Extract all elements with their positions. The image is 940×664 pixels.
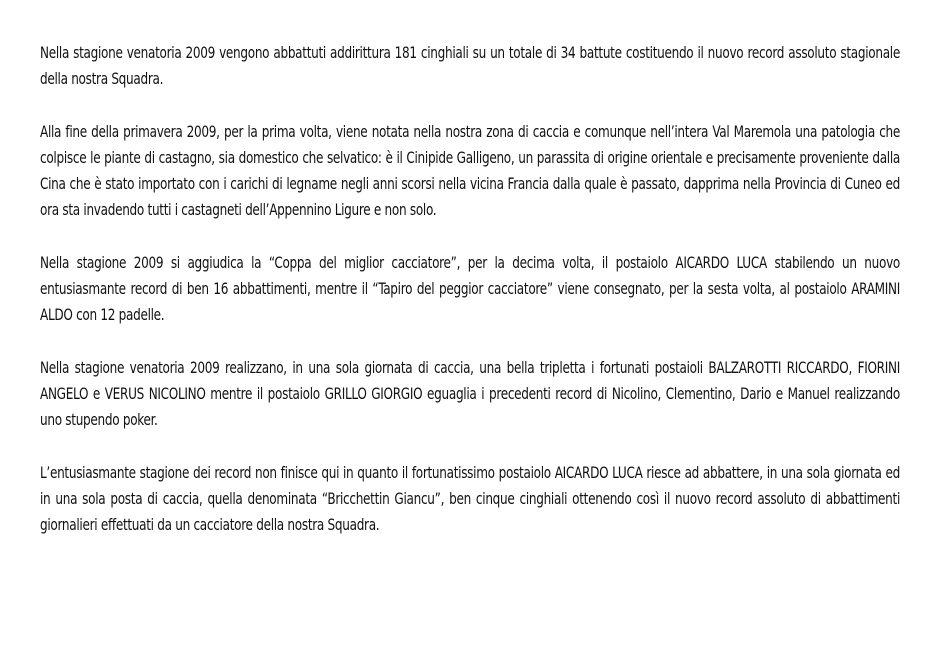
paragraph-cinipide-galligeno: Alla fine della primavera 2009, per la prima volta, viene notata nella nostra zona di caccia e comunque nell’intera Val Maremola una patologia che colpisce le piante di castagno, sia domestico che selvatico: è il Cinipide Galligeno, un parassita di origine orientale e precisamente proveniente dalla Cina che è stato importato con i carichi di legname negli anni scorsi nella vicina Francia dalla quale è passato, dapprima nella Provincia di Cuneo ed ora sta invadendo tutti i castagneti dell’Appennino Ligure e non solo. bbox=[40, 122, 900, 220]
document-page bbox=[40, 40, 900, 564]
paragraph-tripletta-poker: Nella stagione venatoria 2009 realizzano, in una sola giornata di caccia, una bella tripletta i fortunati postaioli BALZAROTTI RICCARDO, FIORINI ANGELO e VERUS NICOLINO mentre il postaiolo GRILLO GIORGIO eguaglia i precedenti record di Nicolino, Clementino, Dario e Manuel realizzando uno stupendo poker. bbox=[40, 358, 900, 430]
paragraph-record-stagionale: Nella stagione venatoria 2009 vengono abbattuti addirittura 181 cinghiali su un totale di 34 battute costituendo il nuovo record assoluto stagionale della nostra Squadra. bbox=[40, 44, 900, 89]
paragraph-coppa-miglior-cacciatore: Nella stagione 2009 si aggiudica la “Coppa del miglior cacciatore”, per la decima volta, il postaiolo AICARDO LUCA stabilendo un nuovo entusiasmante record di ben 16 abbattimenti, mentre il “Tapiro del peggior cacciatore” viene consegnato, per la sesta volta, al postaiolo ARAMINI ALDO con 12 padelle. bbox=[40, 253, 900, 325]
paragraph-record-giornaliero: L’entusiasmante stagione dei record non finisce qui in quanto il fortunatissimo postaiolo AICARDO LUCA riesce ad abbattere, in una sola giornata ed in una sola posta di caccia, quella denominata “Bricchettin Giancu”, ben cinque cinghiali ottenendo così il nuovo record assoluto di abbattimenti giornalieri effettuati da un cacciatore della nostra Squadra. bbox=[40, 463, 900, 535]
